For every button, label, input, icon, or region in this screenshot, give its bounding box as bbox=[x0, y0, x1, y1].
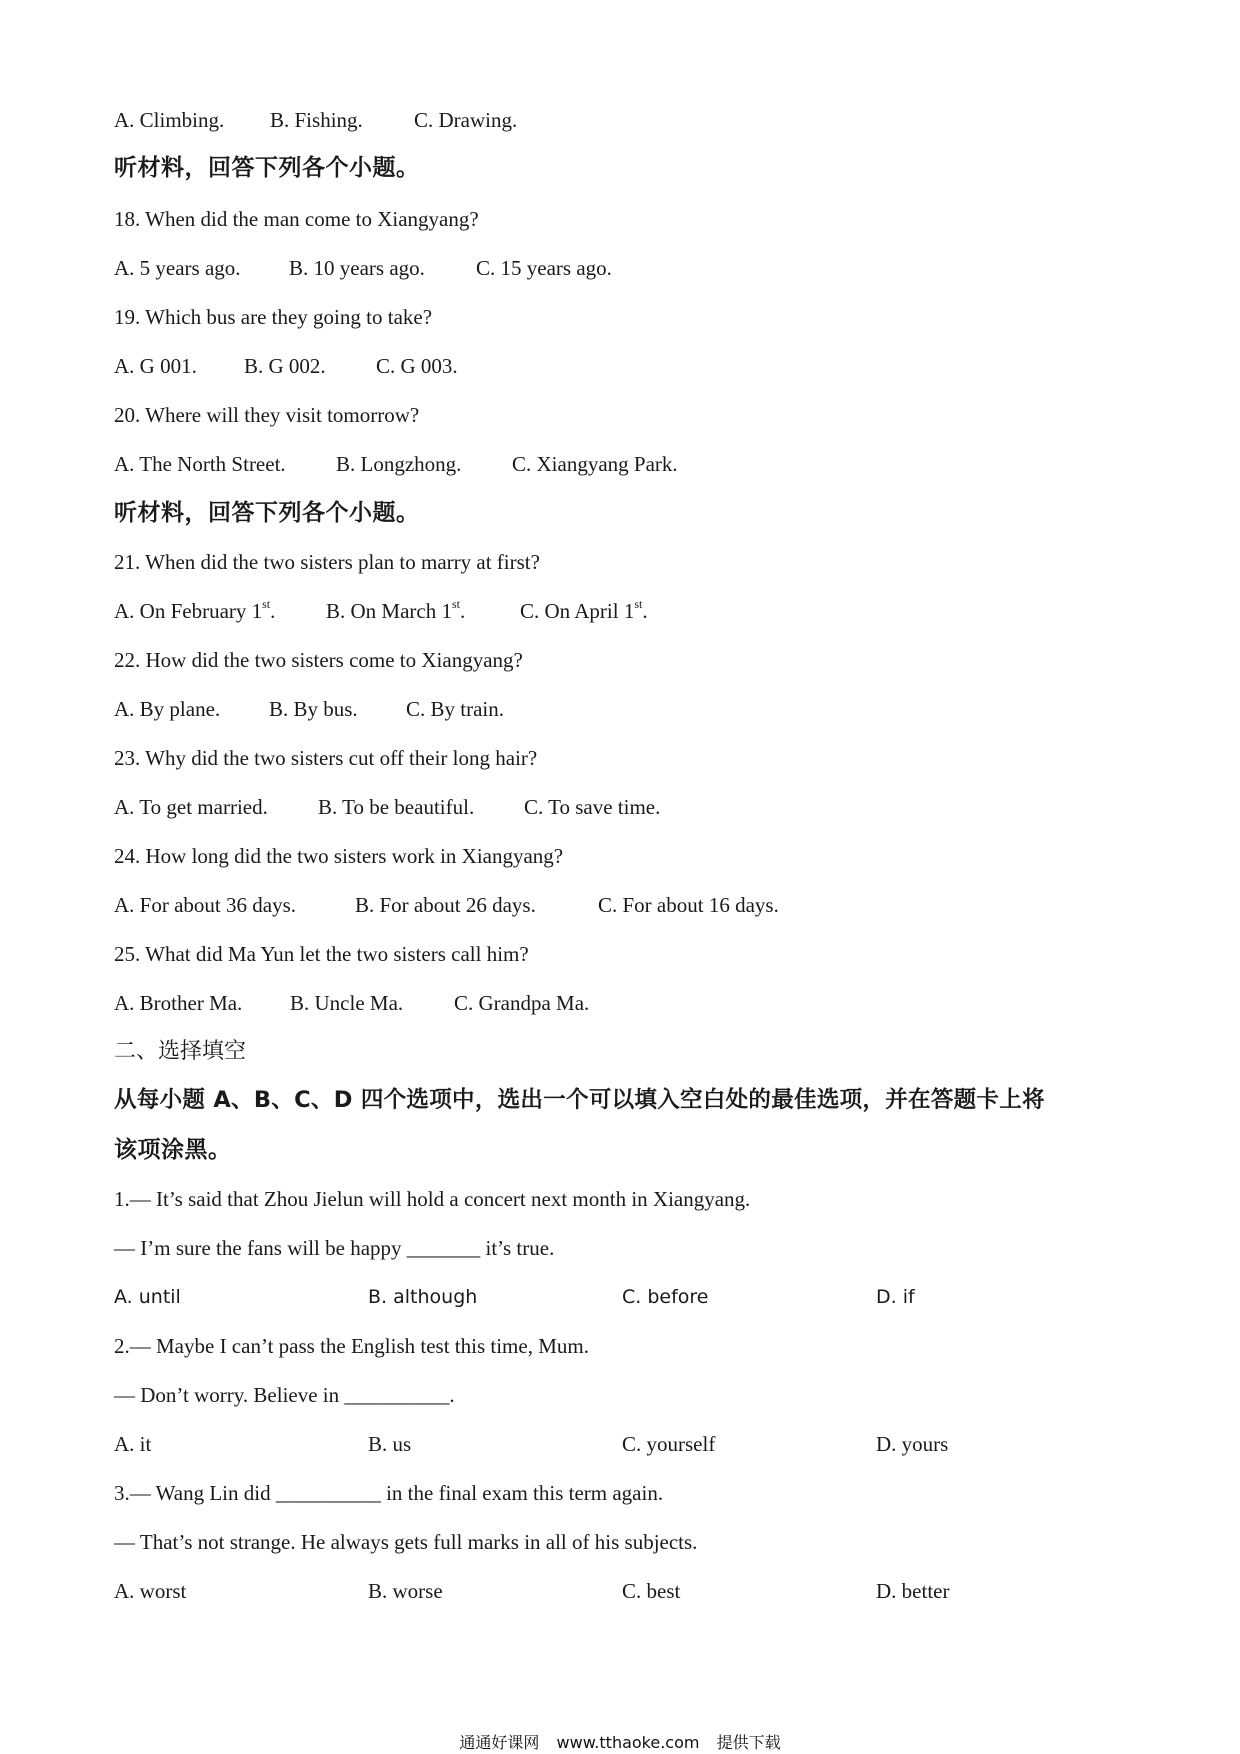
mc1-option-b: B. although bbox=[368, 1286, 478, 1308]
mc2-option-d: D. yours bbox=[876, 1432, 949, 1456]
q18-text: 18. When did the man come to Xiangyang? bbox=[114, 207, 479, 231]
q18-option-c: C. 15 years ago. bbox=[476, 256, 612, 280]
part2-instruction-line1: 从每小题 A、B、C、D 四个选项中，选出一个可以填入空白处的最佳选项，并在答题卡上将 bbox=[114, 1087, 1045, 1113]
q25-option-b: B. Uncle Ma. bbox=[290, 991, 404, 1015]
section-listen-header-2: 听材料，回答下列各个小题。 bbox=[114, 500, 420, 526]
q21-option-b: B. On March 1st. bbox=[326, 597, 466, 623]
mc3-option-d: D. better bbox=[876, 1579, 950, 1603]
part2-title: 二、选择填空 bbox=[114, 1039, 247, 1064]
q18-option-a: A. 5 years ago. bbox=[114, 256, 241, 280]
q20-option-a: A. The North Street. bbox=[114, 452, 286, 476]
mc1-option-c: C. before bbox=[622, 1286, 709, 1308]
q24-option-c: C. For about 16 days. bbox=[598, 893, 779, 917]
q21-text: 21. When did the two sisters plan to marry at first? bbox=[114, 550, 540, 574]
q19-text: 19. Which bus are they going to take? bbox=[114, 305, 433, 329]
q19-option-c: C. G 003. bbox=[376, 354, 458, 378]
mc3-option-a: A. worst bbox=[114, 1579, 187, 1603]
mc2-option-a: A. it bbox=[114, 1432, 152, 1456]
q22-option-b: B. By bus. bbox=[269, 697, 358, 721]
mc3-line1: 3.— Wang Lin did __________ in the final exam this term again. bbox=[114, 1481, 664, 1505]
q24-text: 24. How long did the two sisters work in Xiangyang? bbox=[114, 844, 564, 868]
page-footer bbox=[0, 1730, 1240, 1753]
footer-url-link[interactable]: www.tthaoke.com bbox=[556, 1733, 700, 1752]
q21-option-a: A. On February 1st. bbox=[114, 597, 276, 623]
q23-option-a: A. To get married. bbox=[114, 795, 268, 819]
mc3-option-b: B. worse bbox=[368, 1579, 443, 1603]
q20-text: 20. Where will they visit tomorrow? bbox=[114, 403, 420, 427]
q25-text: 25. What did Ma Yun let the two sisters call him? bbox=[114, 942, 529, 966]
q17-option-a: A. Climbing. bbox=[114, 108, 225, 132]
q21-option-c: C. On April 1st. bbox=[520, 597, 648, 623]
q22-option-c: C. By train. bbox=[406, 697, 504, 721]
q25-option-a: A. Brother Ma. bbox=[114, 991, 243, 1015]
q23-option-b: B. To be beautiful. bbox=[318, 795, 475, 819]
q20-option-c: C. Xiangyang Park. bbox=[512, 452, 678, 476]
mc1-option-a: A. until bbox=[114, 1286, 181, 1308]
q17-option-b: B. Fishing. bbox=[270, 108, 363, 132]
q22-text: 22. How did the two sisters come to Xiangyang? bbox=[114, 648, 523, 672]
mc2-line2: — Don’t worry. Believe in __________. bbox=[114, 1383, 455, 1407]
mc2-line1: 2.— Maybe I can’t pass the English test this time, Mum. bbox=[114, 1334, 589, 1358]
footer-site-name: 通通好课网 bbox=[459, 1733, 540, 1752]
q18-option-b: B. 10 years ago. bbox=[289, 256, 425, 280]
q24-option-a: A. For about 36 days. bbox=[114, 893, 296, 917]
q23-option-c: C. To save time. bbox=[524, 795, 661, 819]
part2-instruction-line2: 该项涂黑。 bbox=[114, 1137, 232, 1163]
q17-option-c: C. Drawing. bbox=[414, 108, 518, 132]
q24-option-b: B. For about 26 days. bbox=[355, 893, 536, 917]
q23-text: 23. Why did the two sisters cut off their long hair? bbox=[114, 746, 538, 770]
mc3-line2: — That’s not strange. He always gets full marks in all of his subjects. bbox=[114, 1530, 698, 1554]
mc1-line2: — I’m sure the fans will be happy _______ it’s true. bbox=[114, 1236, 555, 1260]
footer-note: 提供下载 bbox=[716, 1733, 781, 1752]
mc1-option-d: D. if bbox=[876, 1286, 915, 1308]
q19-option-a: A. G 001. bbox=[114, 354, 197, 378]
q20-option-b: B. Longzhong. bbox=[336, 452, 462, 476]
mc1-line1: 1.— It’s said that Zhou Jielun will hold a concert next month in Xiangyang. bbox=[114, 1187, 751, 1211]
section-listen-header-1: 听材料，回答下列各个小题。 bbox=[114, 155, 420, 181]
q22-option-a: A. By plane. bbox=[114, 697, 221, 721]
mc2-option-b: B. us bbox=[368, 1432, 412, 1456]
mc2-option-c: C. yourself bbox=[622, 1432, 716, 1456]
q19-option-b: B. G 002. bbox=[244, 354, 326, 378]
q25-option-c: C. Grandpa Ma. bbox=[454, 991, 590, 1015]
mc3-option-c: C. best bbox=[622, 1579, 681, 1603]
